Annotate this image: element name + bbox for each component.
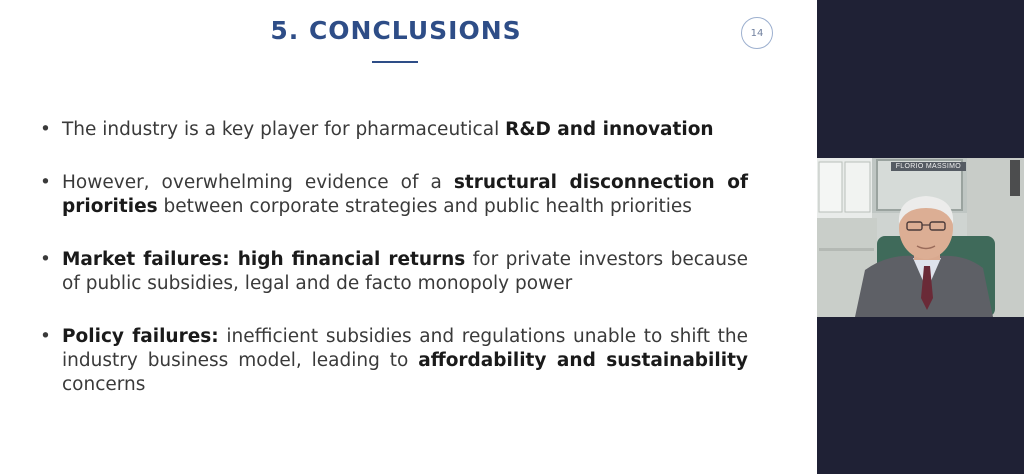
bullet-emphasis-text: R&D and innovation xyxy=(505,119,714,140)
bullet-emphasis-text: Market failures: high financial returns xyxy=(62,249,466,270)
bullet-text: for private investors because of public subsidies, legal and de facto monopoly power xyxy=(62,249,748,294)
bullet-item xyxy=(40,325,748,397)
bullet-item xyxy=(40,248,748,296)
page-number-badge: 14 xyxy=(741,17,773,49)
bullet-item xyxy=(40,118,748,142)
bullet-text: The industry is a key player for pharmaceutical xyxy=(62,119,506,140)
bullet-text: inefficient subsidies and regulations unable to shift the industry business model, leading to xyxy=(62,326,748,371)
participant-video-tile[interactable] xyxy=(817,158,1024,317)
bullet-dot-icon: • xyxy=(40,249,51,270)
bullet-list xyxy=(40,118,748,426)
bullet-item xyxy=(40,171,748,219)
bullet-emphasis-text: affordability and sustainability xyxy=(418,350,748,371)
bullet-dot-icon: • xyxy=(40,119,51,140)
bullet-emphasis-text: structural disconnection of priorities xyxy=(62,172,748,217)
bullet-dot-icon: • xyxy=(40,172,51,193)
participant-video-frame xyxy=(817,158,1024,317)
title-underline xyxy=(372,61,418,63)
bullet-text: However, overwhelming evidence of a xyxy=(62,172,454,193)
bullet-emphasis-text: Policy failures: xyxy=(62,326,219,347)
slide-title: 5. CONCLUSIONS xyxy=(270,16,522,45)
bullet-text: between corporate strategies and public health priorities xyxy=(157,196,692,217)
participant-name-label: FLORIO MASSIMO xyxy=(891,162,966,171)
bullet-dot-icon: • xyxy=(40,326,51,347)
bullet-text: concerns xyxy=(62,374,146,395)
